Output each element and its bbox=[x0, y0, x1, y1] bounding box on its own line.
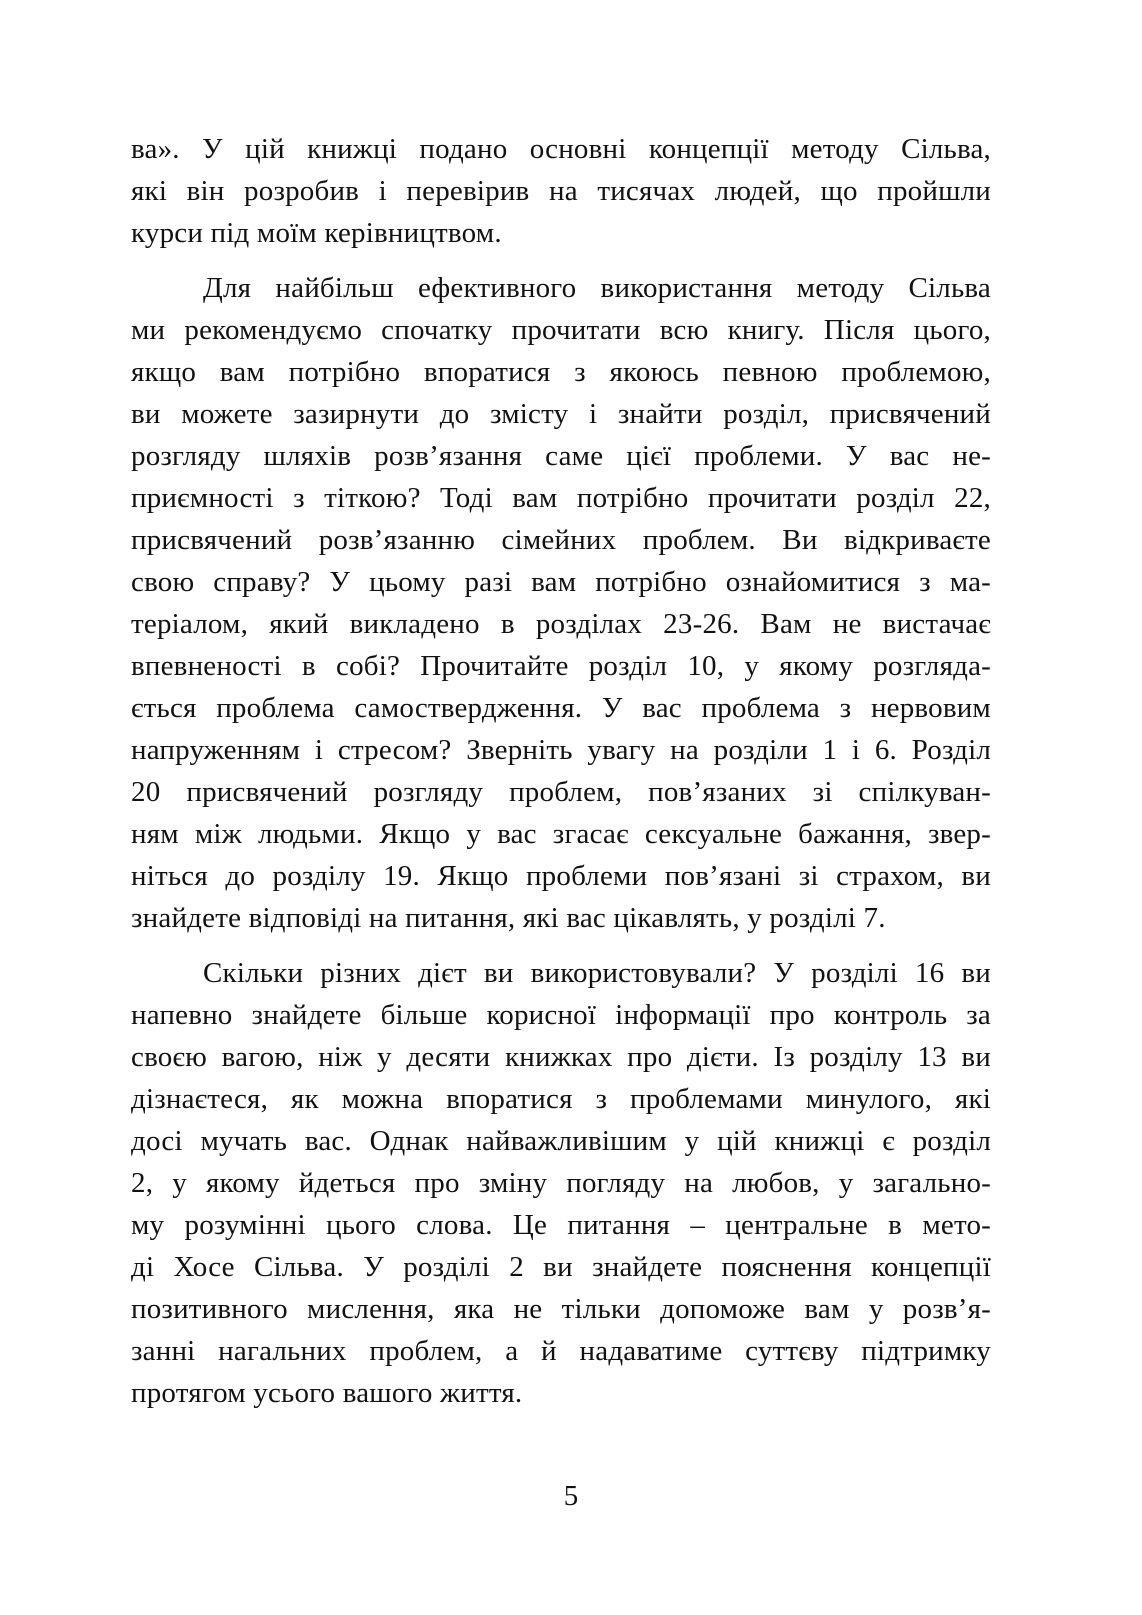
text-line: ням між людьми. Якщо у вас згасає сексуальне бажання, звер- bbox=[131, 818, 991, 850]
text-line: приємності з тіткою? Тоді вам потрібно прочитати розділ 22, bbox=[131, 482, 991, 514]
body-text bbox=[131, 128, 991, 1414]
text-line: Скільки різних дієт ви використовували? У розділі 16 ви bbox=[203, 957, 991, 989]
text-line: 2, у якому йдеться про зміну погляду на любов, у загально- bbox=[131, 1167, 991, 1199]
text-line: ви можете зазирнути до змісту і знайти розділ, присвячений bbox=[131, 398, 991, 430]
text-line: впевненості в собі? Прочитайте розділ 10, у якому розгляда- bbox=[131, 650, 991, 682]
text-line: 20 присвячений розгляду проблем, пов’язаних зі спілкуван- bbox=[131, 776, 991, 808]
page-number: 5 bbox=[563, 1480, 579, 1512]
text-line: своєю вагою, ніж у десяти книжках про дієти. Із розділу 13 ви bbox=[131, 1041, 991, 1073]
text-line: му розумінні цього слова. Це питання – центральне в мето- bbox=[131, 1209, 991, 1241]
text-line: якщо вам потрібно впоратися з якоюсь певною проблемою, bbox=[131, 356, 991, 388]
paragraph bbox=[131, 267, 991, 939]
text-line: занні нагальних проблем, а й надаватиме суттєву підтримку bbox=[131, 1335, 991, 1367]
text-line: теріалом, який викладено в розділах 23-26. Вам не вистачає bbox=[131, 608, 991, 640]
text-line: дізнаєтеся, як можна впоратися з проблемами минулого, які bbox=[131, 1083, 991, 1115]
text-line: розгляду шляхів розв’язання саме цієї проблеми. У вас не- bbox=[131, 440, 991, 472]
text-line: ється проблема самоствердження. У вас проблема з нервовим bbox=[131, 692, 991, 724]
text-line: присвячений розв’язанню сімейних проблем. Ви відкриваєте bbox=[131, 524, 991, 556]
text-line: ва». У цій книжці подано основні концепції методу Сільва, bbox=[131, 133, 991, 165]
text-line: досі мучать вас. Однак найважливішим у цій книжці є розділ bbox=[131, 1125, 991, 1157]
text-line: ді Хосе Сільва. У розділі 2 ви знайдете пояснення концепції bbox=[131, 1251, 991, 1283]
text-line: напруженням і стресом? Зверніть увагу на розділи 1 і 6. Розділ bbox=[131, 734, 991, 766]
paragraph bbox=[131, 128, 991, 254]
text-line: ми рекомендуємо спочатку прочитати всю книгу. Після цього, bbox=[131, 314, 991, 346]
text-line: позитивного мислення, яка не тільки допоможе вам у розв’я- bbox=[131, 1293, 991, 1325]
paragraph bbox=[131, 952, 991, 1414]
text-line: протягом усього вашого життя. bbox=[131, 1377, 523, 1409]
text-line: напевно знайдете більше корисної інформації про контроль за bbox=[131, 999, 991, 1031]
text-line: знайдете відповіді на питання, які вас цікавлять, у розділі 7. bbox=[131, 902, 886, 934]
text-line: Для найбільш ефективного використання методу Сільва bbox=[203, 272, 991, 304]
text-line: курси під моїм керівництвом. bbox=[131, 217, 502, 249]
text-line: свою справу? У цьому разі вам потрібно ознайомитися з ма- bbox=[131, 566, 991, 598]
text-line: які він розробив і перевірив на тисячах людей, що пройшли bbox=[131, 175, 991, 207]
text-line: ніться до розділу 19. Якщо проблеми пов’язані зі страхом, ви bbox=[131, 860, 991, 892]
